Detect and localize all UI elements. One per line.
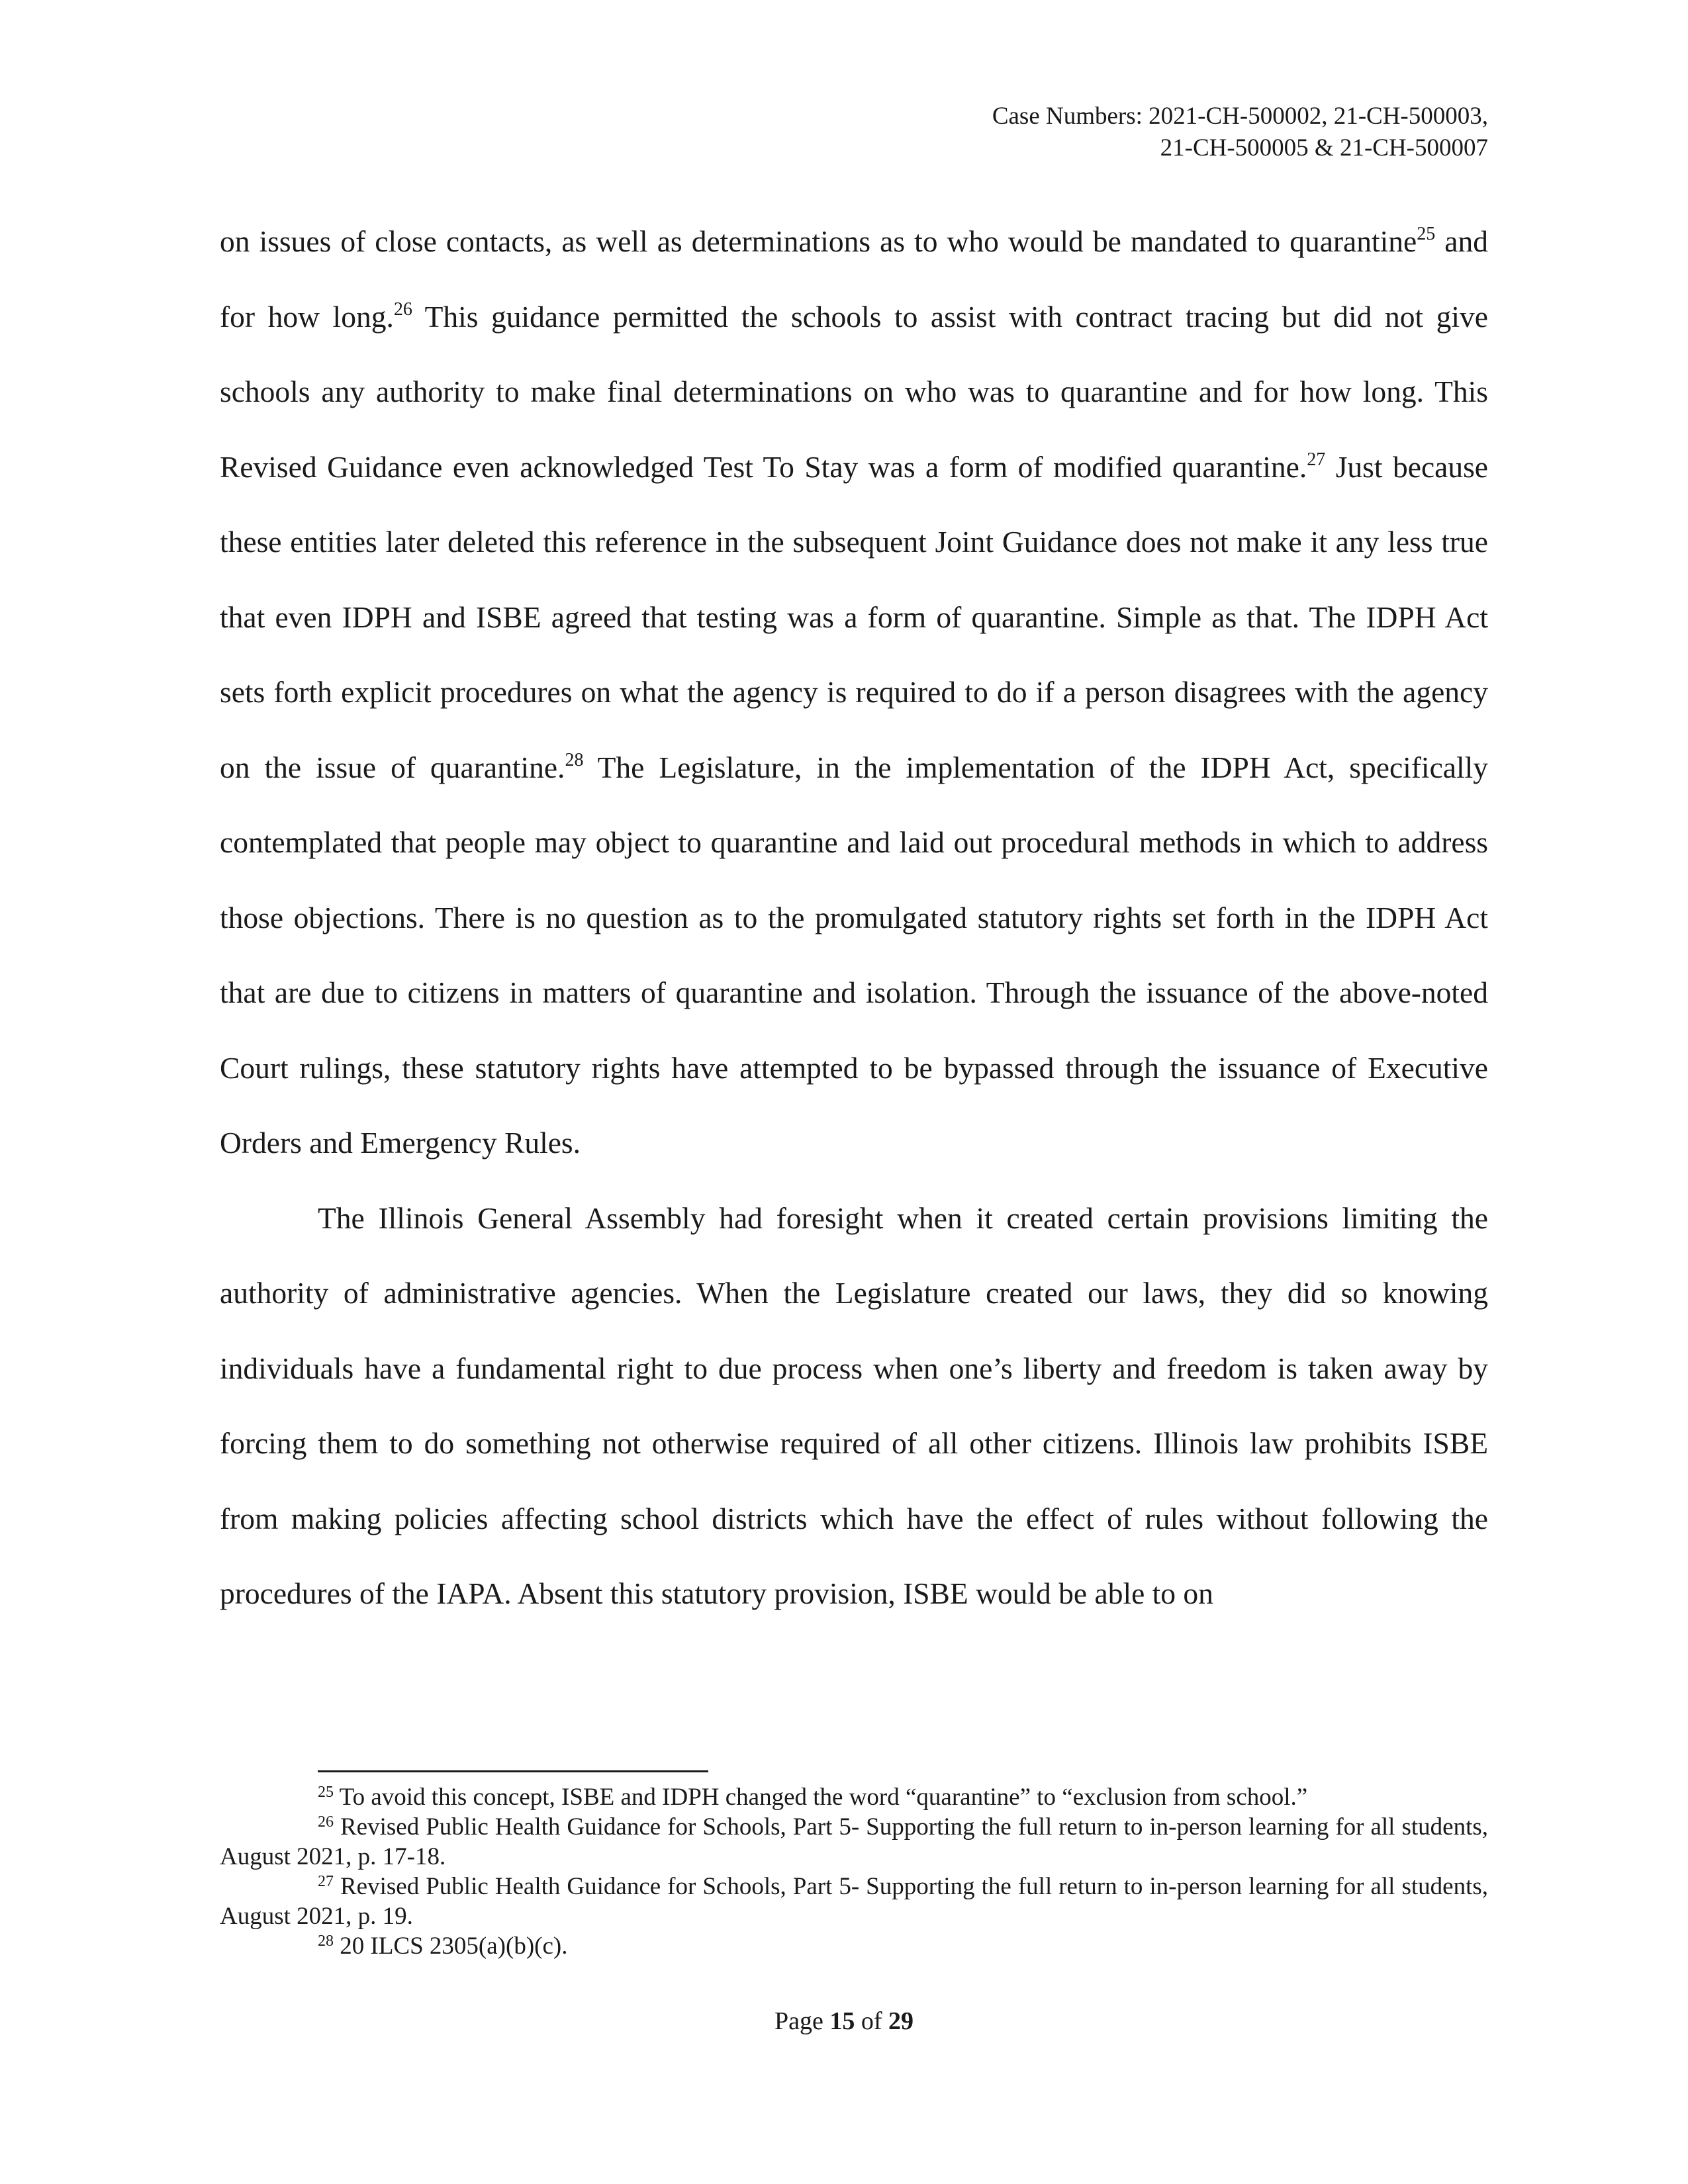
footnote-28 xyxy=(220,1931,1488,1961)
paragraph-1-text-4: Just because these entities later deleted this reference in the subsequent Joint Guidance does not make it any less true that even IDPH and ISBE agreed that testing was a form of quarantine. Simple as that. The IDPH Act sets forth explicit procedures on what the agency is required to do if a person disagrees with the agency on the issue of quarantine. xyxy=(220,449,1488,784)
current-page: 15 xyxy=(829,2007,855,2035)
page-number xyxy=(0,2005,1688,2037)
footnote-25 xyxy=(220,1782,1488,1812)
footnote-ref-26: 26 xyxy=(393,298,412,320)
page-label: Page xyxy=(774,2007,830,2035)
paragraph-1-text-2: and for how long. xyxy=(220,224,1488,334)
footnote-separator xyxy=(318,1770,708,1772)
footnotes xyxy=(220,1782,1488,1961)
footnote-number: 27 xyxy=(318,1873,334,1890)
footnote-ref-25: 25 xyxy=(1417,224,1436,244)
case-numbers-line-1: Case Numbers: 2021-CH-500002, 21-CH-500003, xyxy=(992,103,1488,130)
footnote-ref-27: 27 xyxy=(1307,449,1326,470)
body-paragraph-2: The Illinois General Assembly had foresight when it created certain provisions limiting the authority of administrative agencies. When the Legislature created our laws, they did so knowing individuals have a fundamental right to due process when one’s liberty and freedom is taken away by forcing them to do something not otherwise required of all other citizens. Illinois law prohibits ISBE from making policies affecting school districts which have the effect of rules without following the procedures of the IAPA. Absent this statutory provision, ISBE would be able to on xyxy=(220,1201,1488,1610)
footnote-text: Revised Public Health Guidance for Schools, Part 5- Supporting the full return to in-person learning for all students, August 2021, p. 17-18. xyxy=(220,1813,1488,1870)
footnote-text: To avoid this concept, ISBE and IDPH changed the word “quarantine” to “exclusion from school.” xyxy=(334,1784,1308,1811)
paragraph-1-text-3: This guidance permitted the schools to assist with contract tracing but did not give schools any authority to make final determinations on who was to quarantine and for how long. This Revised Guidance even acknowledged Test To Stay was a form of modified quarantine. xyxy=(220,299,1488,484)
footnote-number: 26 xyxy=(318,1813,334,1831)
paragraph-1-text-1: on issues of close contacts, as well as determinations as to who would be mandated to quarantine xyxy=(220,224,1417,258)
case-numbers-header xyxy=(992,101,1488,164)
footnote-text: Revised Public Health Guidance for Schools, Part 5- Supporting the full return to in-person learning for all students, August 2021, p. 19. xyxy=(220,1873,1488,1930)
footnote-text: 20 ILCS 2305(a)(b)(c). xyxy=(334,1933,568,1960)
footnote-26 xyxy=(220,1812,1488,1872)
footnote-27 xyxy=(220,1872,1488,1931)
total-pages: 29 xyxy=(888,2007,914,2035)
paragraph-1-text-5: The Legislature, in the implementation of the IDPH Act, specifically contemplated that people may object to quarantine and laid out procedural methods in which to address those objections. There is no question as to the promulgated statutory rights set forth in the IDPH Act that are due to citizens in matters of quarantine and isolation. Through the issuance of the above-noted Court rulings, these statutory rights have attempted to be bypassed through the issuance of Executive Orders and Emergency Rules. xyxy=(220,750,1488,1160)
page-of-label: of xyxy=(855,2007,889,2035)
case-numbers-line-2: 21-CH-500005 & 21-CH-500007 xyxy=(1160,134,1488,161)
footnote-number: 28 xyxy=(318,1933,334,1950)
body-paragraph-1 xyxy=(220,204,1488,1181)
footnote-number: 25 xyxy=(318,1784,334,1801)
footnote-ref-28: 28 xyxy=(565,749,584,770)
body-text xyxy=(220,204,1488,1631)
